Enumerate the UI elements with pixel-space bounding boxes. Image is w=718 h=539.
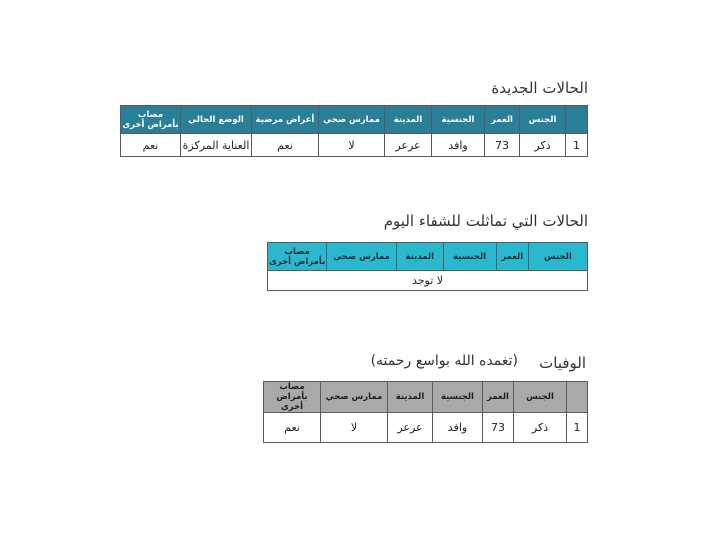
deaths-title: الوفيات [539, 354, 586, 372]
header-cell: ممارس صحي [321, 382, 388, 413]
header-cell: أعراض مرضية [252, 106, 319, 134]
table-header-row [268, 243, 588, 271]
table-cell: 1 [567, 413, 588, 443]
table-cell: 1 [566, 134, 588, 157]
header-cell: ممارس صحي [327, 243, 397, 271]
recovered-table [267, 242, 588, 291]
table-cell: 73 [485, 134, 520, 157]
header-cell: مصاب بأمراض أخرى [268, 243, 327, 271]
header-cell: الجنس [520, 106, 566, 134]
table-cell: وافد [433, 413, 483, 443]
table-header-row [264, 382, 588, 413]
header-cell [566, 106, 588, 134]
table-cell: 73 [483, 413, 514, 443]
header-cell: الجنسية [432, 106, 485, 134]
header-cell: الجنس [528, 243, 587, 271]
deaths-table [263, 381, 588, 443]
table-cell: ذكر [514, 413, 567, 443]
table-row [264, 413, 588, 443]
header-cell: العمر [485, 106, 520, 134]
table-cell: نعم [264, 413, 321, 443]
table-cell: لا [321, 413, 388, 443]
table-cell: عرعر [388, 413, 433, 443]
table-cell: نعم [121, 134, 181, 157]
table-row [121, 134, 588, 157]
header-cell: العمر [483, 382, 514, 413]
recovered-title: الحالات التي تماثلت للشفاء اليوم [383, 212, 588, 230]
table-cell: العناية المركزة [181, 134, 252, 157]
table-cell: عرعر [385, 134, 432, 157]
header-cell: الوضع الحالي [181, 106, 252, 134]
header-cell: مصاب بأمراض أخرى [121, 106, 181, 134]
header-cell: المدينة [385, 106, 432, 134]
header-cell: المدينة [388, 382, 433, 413]
new-cases-table [120, 105, 588, 157]
table-cell: نعم [252, 134, 319, 157]
table-cell: لا [319, 134, 385, 157]
table-row [268, 271, 588, 291]
empty-message: لا توجد [268, 271, 588, 291]
header-cell: الجنسية [443, 243, 496, 271]
header-cell: الجنسية [433, 382, 483, 413]
header-cell: الجنس [514, 382, 567, 413]
header-cell [567, 382, 588, 413]
table-cell: ذكر [520, 134, 566, 157]
deaths-subtitle: (تغمده الله بواسع رحمته) [370, 353, 518, 369]
header-cell: مصاب بأمراض أخرى [264, 382, 321, 413]
header-cell: ممارس صحي [319, 106, 385, 134]
header-cell: المدينة [396, 243, 443, 271]
table-header-row [121, 106, 588, 134]
new-cases-title: الحالات الجديدة [491, 79, 588, 97]
table-cell: وافد [432, 134, 485, 157]
header-cell: العمر [496, 243, 528, 271]
